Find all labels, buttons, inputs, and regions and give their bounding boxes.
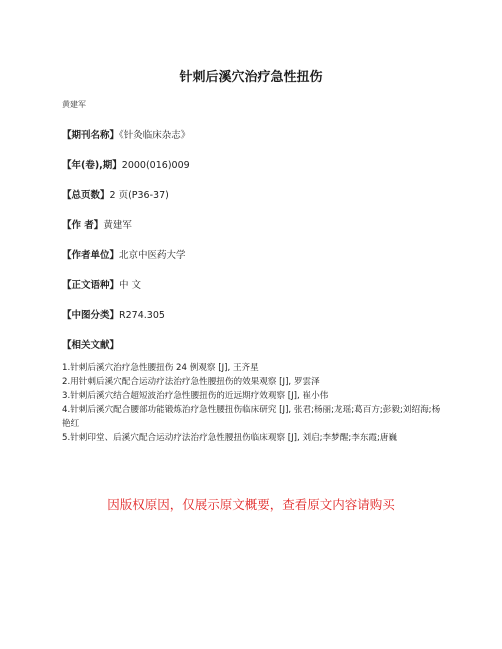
field-author-affiliation — [62, 247, 186, 261]
field-label: 【总页数】 — [62, 190, 110, 201]
list-item[interactable]: 4.针刺后溪穴配合腰部功能锻炼治疗急性腰扭伤临床研究 [J], 张君;杨丽;龙瑶;葛百方;彭毅;刘绍海;杨艳红 — [62, 405, 441, 429]
list-item[interactable]: 3.针刺后溪穴结合超短波治疗急性腰扭伤的近远期疗效观察 [J], 崔小伟 — [62, 391, 329, 401]
field-classification — [62, 307, 165, 321]
field-value: 中 文 — [119, 280, 142, 291]
list-item[interactable]: 5.针刺印堂、后溪穴配合运动疗法治疗急性腰扭伤临床观察 [J], 刘启;李梦醒;李东霞;唐巍 — [62, 433, 398, 443]
related-literature-heading: 【相关文献】 — [62, 340, 120, 351]
field-value: 《针灸临床杂志》 — [119, 130, 191, 141]
list-item[interactable]: 2.用针刺后溪穴配合运动疗法治疗急性腰扭伤的效果观察 [J], 罗雲泽 — [62, 377, 320, 387]
related-literature-list — [62, 361, 444, 445]
field-label: 【作 者】 — [62, 220, 104, 231]
copyright-notice: 因版权原因，仅展示原文概要，查看原文内容请购买 — [107, 497, 395, 512]
document-title: 针刺后溪穴治疗急性扭伤 — [179, 70, 323, 85]
field-page-count — [62, 187, 169, 201]
field-year-volume-issue — [62, 157, 190, 171]
field-label: 【正文语种】 — [62, 280, 120, 291]
list-item[interactable]: 1.针刺后溪穴治疗急性腰扭伤 24 例观察 [J], 王齐星 — [62, 363, 259, 373]
field-label: 【作者单位】 — [62, 250, 120, 261]
field-value: R274.305 — [119, 310, 165, 321]
field-value: 2000(016)009 — [121, 160, 190, 171]
field-value: 北京中医药大学 — [119, 250, 186, 261]
field-author — [62, 217, 132, 231]
field-value: 黄建军 — [103, 220, 132, 231]
field-label: 【期刊名称】 — [62, 130, 120, 141]
field-label: 【中图分类】 — [62, 310, 120, 321]
author-line: 黄建军 — [62, 100, 86, 109]
field-label: 【年(卷),期】 — [62, 160, 122, 171]
field-value: 2 页(P36-37) — [109, 190, 169, 201]
field-journal-name — [62, 127, 190, 141]
field-language — [62, 277, 141, 291]
